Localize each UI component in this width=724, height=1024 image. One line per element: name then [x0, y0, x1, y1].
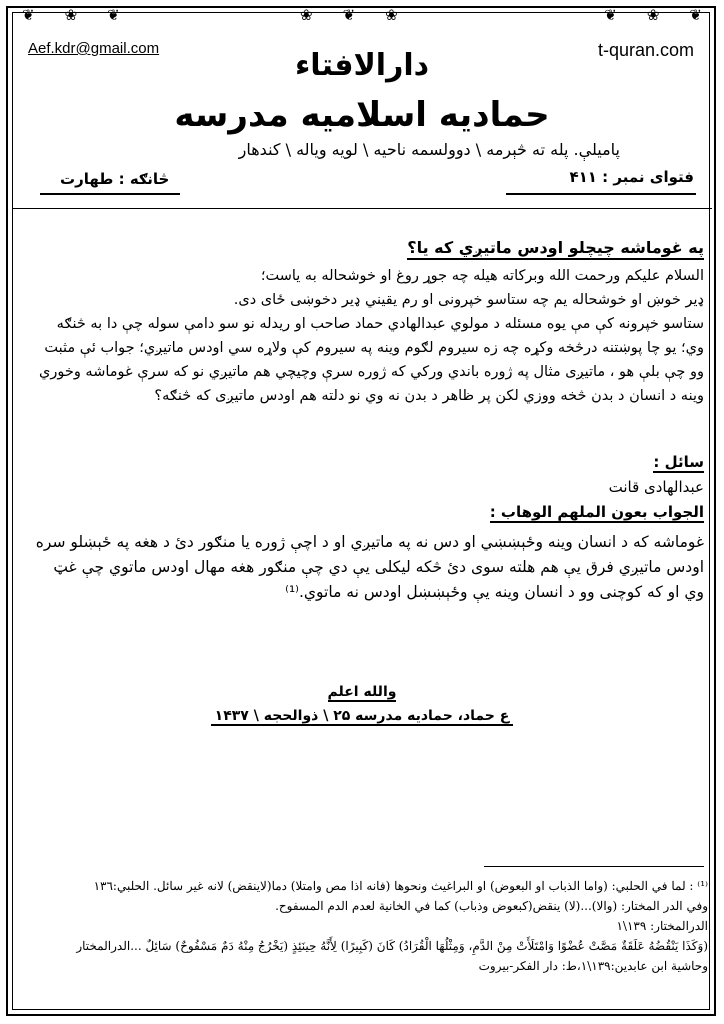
fatwa-number: فتوای نمبر : ۴۱۱	[569, 168, 694, 186]
footnote-line: وحاشية ابن عابدين:١٣٩\١،ط: دار الفكر-بيروت	[478, 959, 708, 973]
fatwa-section: څانګه : طهارت	[60, 170, 170, 188]
header-address: پامیلې. پله ته څېرمه \ دوولسمه ناحیه \ لویه ویاله \ کندهار	[238, 140, 620, 159]
header-separator	[12, 208, 712, 209]
answer-body	[14, 530, 704, 605]
email-link[interactable]: Aef.kdr@gmail.com	[28, 40, 160, 57]
fatwa-section-underline	[40, 193, 180, 195]
asker-name: عبدالهادی قانت	[608, 478, 704, 496]
top-ornament-right: ❦ ❀ ❦	[604, 6, 702, 24]
question-heading: په غوماشه چیچلو اودس ماتيږي که یا؟	[14, 238, 704, 257]
signature-wallahu-alam: والله اعلم	[327, 684, 397, 700]
fatwa-number-underline	[506, 193, 696, 195]
question-line: السلام علیکم ورحمت الله وبرکاته هیله چه جوړ روغ او خوشحاله به یاست؛	[260, 268, 704, 284]
question-line: ډیر خوښ او خوشحاله یم چه ستاسو خپرونی او رم یقیني ډیر دخوښی ځای دی.	[233, 292, 704, 308]
footnote-line: الدرالمختار: ١٣٩\١	[616, 919, 708, 933]
question-body	[14, 264, 704, 408]
top-ornament-left: ❦ ❀ ❦	[22, 6, 120, 24]
asker-label: سائل :	[653, 453, 704, 471]
footnote-line: وفي الدر المختار: (والا)...(لا) ينقض(كبعوض وذباب) كما في الخانية لعدم الدم المسفوح.	[275, 899, 708, 913]
answer-line: اودس ماتيږي فرق یې هم هلته سوی دئ څکه لیکلی یې دي چې منګور هغه مهال اودس ماتوي چې غټ	[53, 558, 704, 576]
footnote-line: ⁽¹⁾ : لما في الحلبي: (واما الذباب او البعوض) او البراغيث ونحوها (فانه اذا مص وامتلا) دما(لاينقض) لانه غير سائل. الحلبي:١٣٦	[93, 879, 708, 893]
header-title-darulifta: دارالافتاء	[294, 48, 430, 83]
answer-line: وي او که کوچنی وو د انسان وینه یې وځېښښل اودس نه ماتوي.⁽¹⁾	[285, 583, 704, 601]
question-line: ستاسو خپرونه کې مې یوه مسئله د مولوي عبدالهادي حماد صاحب او ریدله نو سو دامې سوله چې دا به څنګه	[56, 316, 704, 332]
footnotes	[10, 876, 708, 976]
question-line: وو چې بلې هو ، ماتیږی مثال په ژوره باندي ورکي که ژوره سرې وچیچي هم ماتيږي نو که سرې غوماشه وخوري	[39, 364, 704, 380]
footnote-line: (وَكَذَا يَنْقُضُهُ عَلَقَةٌ مَصَّتْ عُضْوًا وَامْتَلَأَتْ مِنْ الدَّمِ، وَمِثْلُهَا الْقُرَادُ) كَانَ (كَبِيرًا) لِأَنَّهُ حِينَئِذٍ (يَخْرُجُ مِنْهُ دَمٌ مَسْفُوحٌ) سَائِلٌ ...الدرالمختار	[76, 939, 708, 953]
header-title-madrasa: حمادیه اسلامیه مدرسه	[174, 95, 550, 135]
top-ornament-center: ❀ ❦ ❀	[300, 6, 398, 24]
answer-label: الجواب بعون الملهم الوهاب :	[489, 503, 704, 521]
footnote-rule	[484, 866, 704, 867]
question-line: وینه د انسان د بدن څخه ووزي لکن پر ظاهر د بدن نه وي نو دلته هم اودس ماتيږی که څنګه؟	[154, 388, 704, 404]
answer-line: غوماشه که د انسان وینه وځېښښي او دس نه په ماتيږي او د اچې ژوره یا منګور دئ د هغه په ځېښلو سره	[35, 533, 704, 551]
question-line: وي؛ یو چا پوښتنه درڅخه وکړه چه زه سیروم لګوم وینه په سیروم کې ولاړه سي اودس ماتيږي؛ جواب ئې مثبت	[44, 340, 704, 356]
signature-author-date: ع حماد، حمادیه مدرسه ۲۵ \ ذوالحجه \ ۱۴۳۷	[0, 708, 724, 724]
website-link[interactable]: t-quran.com	[597, 40, 694, 60]
